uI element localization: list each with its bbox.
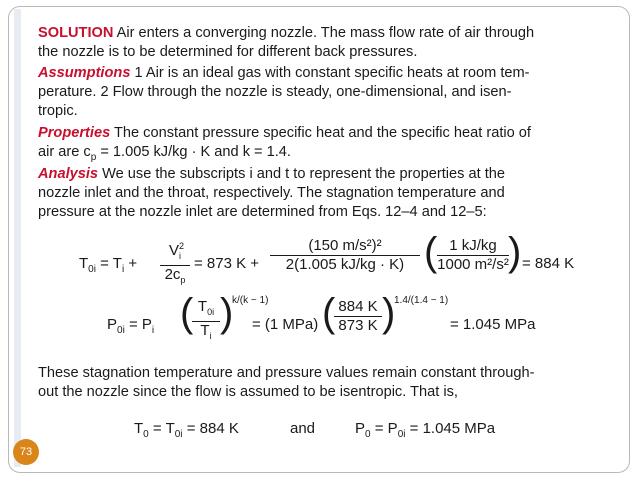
eq2-left-paren-1: ( [180, 291, 194, 335]
properties-text-1: The constant pressure specific heat and the specific heat ratio of [113, 125, 531, 141]
eq2-exponent-2: 1.4/(1.4 − 1) [394, 295, 449, 306]
page-number-badge: 73 [13, 439, 39, 465]
analysis-line-3: pressure at the nozzle inlet are determined from Eqs. 12–4 and 12–5: [38, 204, 487, 220]
eq2-temperature-ratio: $\frac{T_{0i}}{T_i}$ [192, 298, 220, 345]
conclusion-line-1: These stagnation temperature and pressure values remain constant through- [38, 365, 535, 381]
eq3-and: and [290, 420, 316, 437]
left-margin-bar [14, 9, 21, 467]
assumptions-line-2: perature. 2 Flow through the nozzle is steady, one-dimensional, and isen- [38, 84, 512, 100]
eq3-pressure: $P_0 = P_{0i} = 1.045$ MPa [355, 420, 496, 440]
eq2-result: = 1.045 MPa [450, 316, 536, 333]
solution-label: SOLUTION [38, 25, 114, 41]
analysis-line-1 [38, 165, 618, 184]
eq2-exponent-1: k/(k − 1) [232, 295, 269, 306]
eq1-result: = 884 K [522, 255, 575, 272]
eq2-left-paren-2: ( [322, 291, 336, 335]
eq1-mid: = 873 K + [194, 255, 260, 272]
assumptions-line-1 [38, 64, 618, 83]
solution-line-1 [38, 24, 618, 43]
analysis-text-1: We use the subscripts i and t to represent the properties at the [102, 166, 505, 182]
properties-line-2 [38, 143, 618, 167]
assumptions-label: Assumptions [38, 65, 131, 81]
conclusion-line-2: out the nozzle since the flow is assumed to be isentropic. That is, [38, 384, 458, 400]
assumptions-text-1: 1 Air is an ideal gas with constant specific heats at room tem- [134, 65, 530, 81]
analysis-label: Analysis [38, 166, 99, 182]
cp-subscript: p [90, 151, 97, 163]
eq1-lhs: $T_{0i} = T_i$ + [79, 255, 138, 275]
eq2-ratio-fraction: $\frac{884 K}{873 K}$ [334, 298, 382, 335]
eq2-lhs: $P_{0i} = P_i$ [107, 316, 155, 336]
eq1-right-paren: ) [508, 230, 522, 274]
solution-text-1: Air enters a converging nozzle. The mass flow rate of air through [116, 25, 535, 41]
assumptions-line-3: tropic. [38, 103, 78, 119]
eq2-mid: = (1 MPa) [252, 316, 319, 333]
eq2-right-paren-1: ) [220, 291, 234, 335]
properties-text-2: air are c [38, 144, 91, 160]
eq3-temperature: $T_0 = T_{0i} = 884$ K [134, 420, 239, 440]
properties-text-2-rest: = 1.005 kJ/kg · K and k = 1.4. [96, 144, 291, 160]
solution-line-2: the nozzle is to be determined for different back pressures. [38, 44, 418, 60]
analysis-line-2: nozzle inlet and the throat, respectively. The stagnation temperature and [38, 185, 505, 201]
eq2-right-paren-2: ) [382, 291, 396, 335]
eq1-velocity-fraction: $\frac{V^2_i}{2c_p}$ [160, 237, 190, 289]
eq1-left-paren: ( [424, 230, 438, 274]
properties-label: Properties [38, 125, 111, 141]
eq1-unit-fraction: $\frac{1 kJ/kg}{\text{1000 m²/s²}}$ [437, 237, 509, 273]
eq1-energy-fraction: $\frac{\text{(150 m/s²)²}}{2(1.005 kJ/kg \cdot K)}$ [270, 237, 420, 274]
properties-line-1 [38, 124, 618, 143]
